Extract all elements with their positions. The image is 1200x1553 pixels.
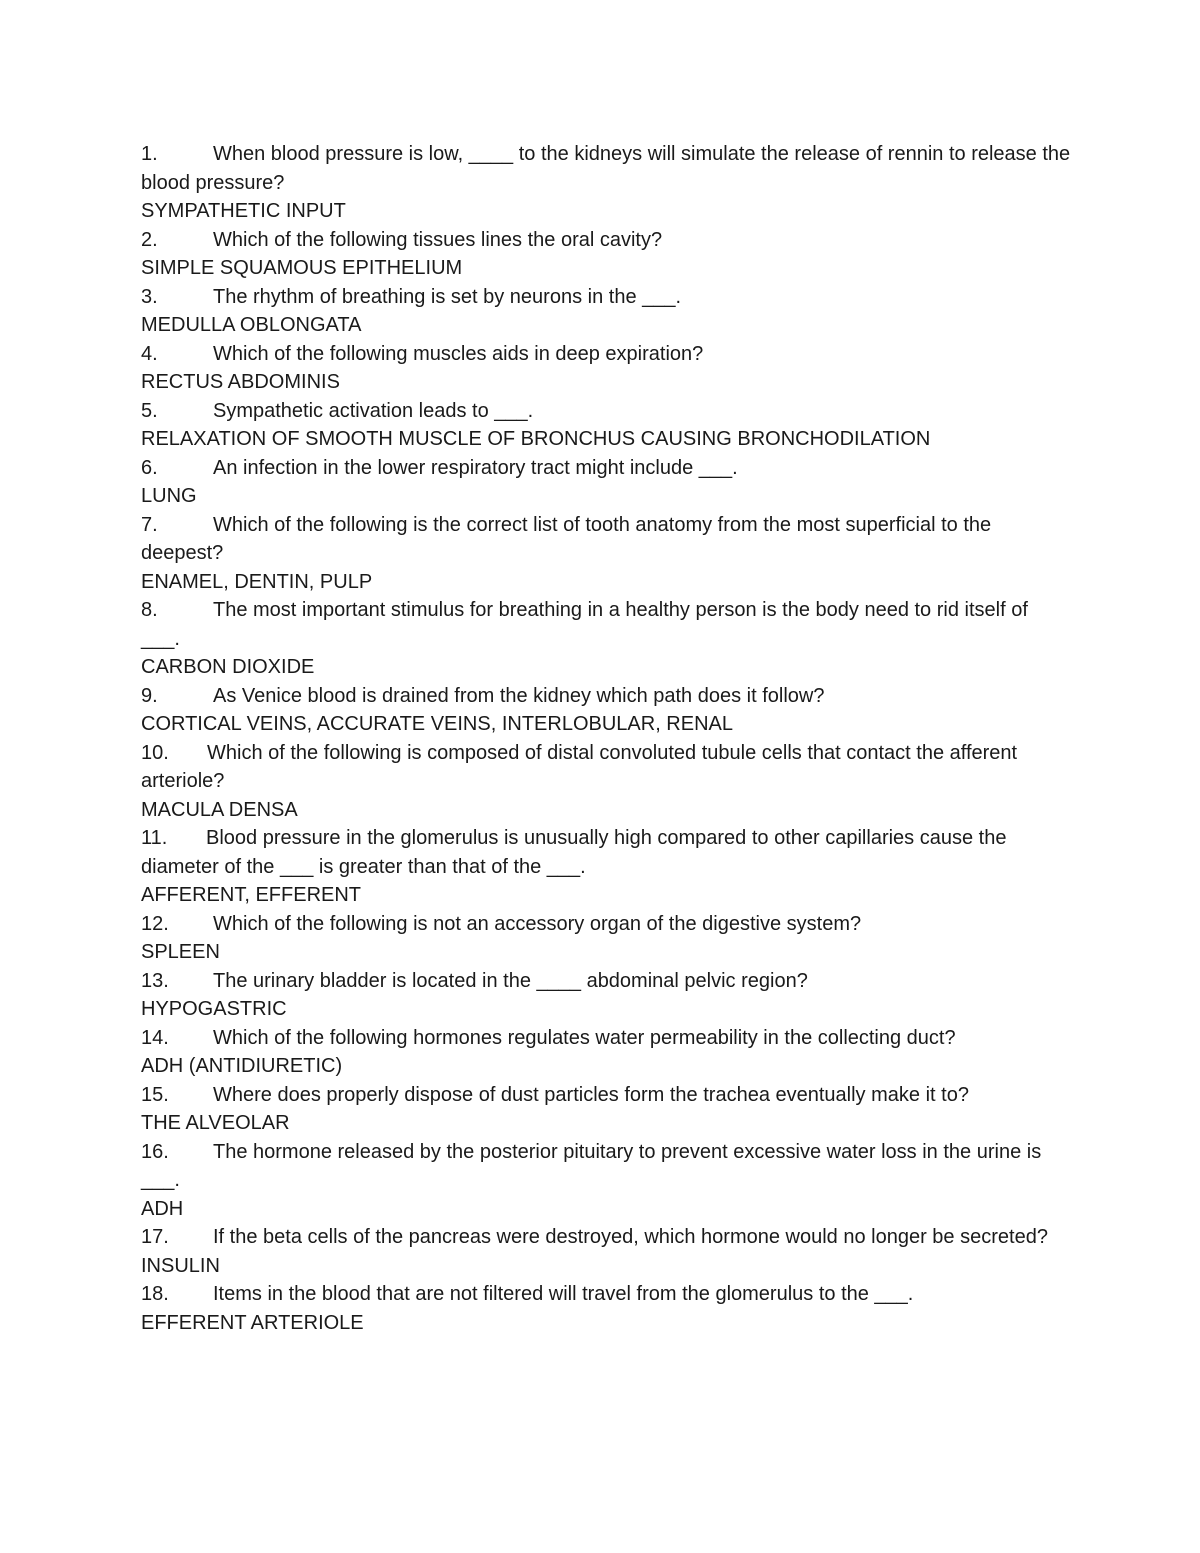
question-item (141, 1280, 1071, 1337)
question-item (141, 454, 1071, 511)
answer-text: RECTUS ABDOMINIS (141, 371, 340, 393)
answer-text: SIMPLE SQUAMOUS EPITHELIUM (141, 257, 463, 279)
question-text: As Venice blood is drained from the kidney which path does it follow? (213, 684, 825, 707)
answer-text: RELAXATION OF SMOOTH MUSCLE OF BRONCHUS CAUSING BRONCHODILATION (141, 428, 931, 450)
question-text: Blood pressure in the glomerulus is unusually high compared to other capillaries cause the diameter of the ___ is greater than that of the ___. (141, 827, 1007, 878)
question-text: When blood pressure is low, ____ to the kidneys will simulate the release of rennin to release the blood pressure? (141, 143, 1071, 194)
question-item (141, 967, 1071, 1024)
question-text: The most important stimulus for breathing in a healthy person is the body need to rid itself of ___. (141, 599, 1028, 650)
answer-text: CARBON DIOXIDE (141, 656, 315, 678)
question-item (141, 910, 1071, 967)
question-number: 4. (141, 342, 158, 365)
question-number: 6. (141, 456, 158, 479)
question-number: 17. (141, 1226, 169, 1248)
question-number: 12. (141, 912, 169, 935)
question-text: Where does properly dispose of dust particles form the trachea eventually make it to? (213, 1083, 969, 1106)
question-text: The hormone released by the posterior pituitary to prevent excessive water loss in the urine is ___. (141, 1140, 1042, 1191)
answer-text: EFFERENT ARTERIOLE (141, 1311, 364, 1334)
answer-text: CORTICAL VEINS, ACCURATE VEINS, INTERLOBULAR, RENAL (141, 713, 733, 735)
question-text: Which of the following muscles aids in deep expiration? (213, 342, 704, 365)
answer-text: THE ALVEOLAR (141, 1112, 290, 1134)
answer-text: ADH (141, 1197, 184, 1220)
question-item (141, 739, 1071, 825)
question-number: 16. (141, 1140, 169, 1163)
question-text: An infection in the lower respiratory tract might include ___. (213, 456, 738, 479)
question-text: The rhythm of breathing is set by neurons in the ___. (213, 285, 682, 308)
answer-text: SYMPATHETIC INPUT (141, 200, 346, 222)
question-text: Which of the following is the correct list of tooth anatomy from the most superficial to the deepest? (141, 513, 992, 564)
question-item (141, 596, 1071, 682)
question-text: Sympathetic activation leads to ___. (213, 399, 534, 422)
question-number: 7. (141, 513, 158, 536)
question-number: 2. (141, 228, 158, 251)
question-text: Items in the blood that are not filtered will travel from the glomerulus to the ___. (213, 1283, 914, 1305)
question-number: 9. (141, 684, 158, 707)
question-number: 5. (141, 399, 158, 422)
question-item (141, 682, 1071, 739)
question-text: Which of the following is not an accessory organ of the digestive system? (213, 912, 862, 935)
question-item (141, 226, 1071, 283)
answer-text: HYPOGASTRIC (141, 998, 287, 1020)
question-number: 1. (141, 143, 158, 165)
question-item (141, 340, 1071, 397)
question-text: Which of the following hormones regulates water permeability in the collecting duct? (213, 1026, 956, 1049)
question-item (141, 140, 1071, 226)
question-number: 3. (141, 285, 158, 308)
question-number: 14. (141, 1026, 169, 1049)
answer-text: INSULIN (141, 1254, 220, 1277)
answer-text: SPLEEN (141, 941, 220, 963)
document-body (141, 140, 1071, 1337)
question-item (141, 1081, 1071, 1138)
answer-text: ADH (ANTIDIURETIC) (141, 1055, 343, 1077)
question-item (141, 397, 1071, 454)
question-item (141, 283, 1071, 340)
question-item (141, 1024, 1071, 1081)
question-item (141, 1138, 1071, 1224)
question-text: Which of the following tissues lines the oral cavity? (213, 228, 663, 251)
question-text: The urinary bladder is located in the ____ abdominal pelvic region? (213, 969, 808, 992)
answer-text: LUNG (141, 485, 197, 507)
question-number: 18. (141, 1283, 169, 1305)
question-item (141, 824, 1071, 910)
question-number: 15. (141, 1083, 169, 1106)
question-number: 11. (141, 827, 168, 849)
question-text: If the beta cells of the pancreas were destroyed, which hormone would no longer be secreted? (213, 1226, 1048, 1248)
question-number: 10. (141, 741, 169, 764)
answer-text: MEDULLA OBLONGATA (141, 314, 362, 336)
question-number: 8. (141, 599, 158, 621)
question-number: 13. (141, 969, 169, 992)
answer-text: MACULA DENSA (141, 798, 298, 821)
question-text: Which of the following is composed of distal convoluted tubule cells that contact the afferent arteriole? (141, 741, 1018, 792)
answer-text: AFFERENT, EFFERENT (141, 884, 362, 906)
question-item (141, 511, 1071, 597)
answer-text: ENAMEL, DENTIN, PULP (141, 570, 373, 593)
question-item (141, 1223, 1071, 1280)
